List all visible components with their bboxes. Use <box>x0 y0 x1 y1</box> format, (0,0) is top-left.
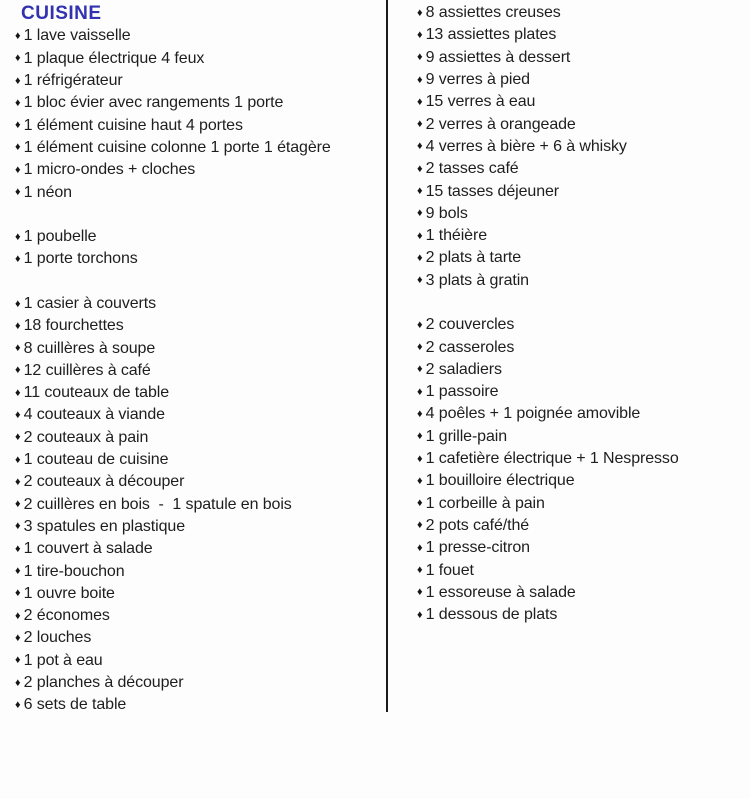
item-text: 8 cuillères à soupe <box>23 339 156 357</box>
list-item <box>15 583 380 605</box>
blank-row <box>15 204 380 226</box>
list-item <box>417 180 747 202</box>
diamond-bullet-icon: ♦ <box>15 698 21 711</box>
diamond-bullet-icon: ♦ <box>417 51 423 64</box>
item-text: 2 pots café/thé <box>425 516 530 534</box>
list-item <box>417 559 747 581</box>
item-text: 2 couvercles <box>425 316 515 334</box>
list-item <box>15 337 380 359</box>
list-item <box>15 114 380 136</box>
item-text: 2 casseroles <box>425 338 515 356</box>
diamond-bullet-icon: ♦ <box>15 163 21 176</box>
diamond-bullet-icon: ♦ <box>417 318 423 331</box>
list-item <box>417 47 747 69</box>
diamond-bullet-icon: ♦ <box>15 297 21 310</box>
left-column <box>15 3 380 717</box>
item-text: 15 verres à eau <box>425 93 536 111</box>
item-text: 2 saladiers <box>425 360 502 378</box>
list-item <box>417 604 747 626</box>
diamond-bullet-icon: ♦ <box>15 319 21 332</box>
item-text: 2 couteaux à découper <box>23 473 185 491</box>
item-text: 15 tasses déjeuner <box>425 182 560 200</box>
item-text: 2 couteaux à pain <box>23 428 149 446</box>
item-text: 1 tire-bouchon <box>23 562 125 580</box>
list-item <box>15 360 380 382</box>
diamond-bullet-icon: ♦ <box>15 52 21 65</box>
list-item <box>15 449 380 471</box>
diamond-bullet-icon: ♦ <box>15 74 21 87</box>
diamond-bullet-icon: ♦ <box>417 73 423 86</box>
item-text: 1 presse-citron <box>425 539 530 557</box>
diamond-bullet-icon: ♦ <box>417 185 423 198</box>
diamond-bullet-icon: ♦ <box>15 29 21 42</box>
item-text: 1 élément cuisine colonne 1 porte 1 étagère <box>23 138 331 156</box>
list-item <box>15 248 380 270</box>
list-item <box>417 203 747 225</box>
diamond-bullet-icon: ♦ <box>417 341 423 354</box>
item-text: 1 passoire <box>425 383 499 401</box>
item-text: 4 couteaux à viande <box>23 406 165 424</box>
item-text: 2 verres à orangeade <box>425 115 576 133</box>
diamond-bullet-icon: ♦ <box>417 140 423 153</box>
list-item <box>15 92 380 114</box>
diamond-bullet-icon: ♦ <box>417 497 423 510</box>
diamond-bullet-icon: ♦ <box>15 342 21 355</box>
item-text: 9 verres à pied <box>425 71 530 89</box>
item-text: 3 spatules en plastique <box>23 517 185 535</box>
list-item <box>417 314 747 336</box>
item-text: 4 poêles + 1 poignée amovible <box>425 405 641 423</box>
diamond-bullet-icon: ♦ <box>417 407 423 420</box>
list-item <box>15 538 380 560</box>
item-text: 1 réfrigérateur <box>23 72 123 90</box>
list-item <box>15 404 380 426</box>
diamond-bullet-icon: ♦ <box>417 28 423 41</box>
item-text: 1 cafetière électrique + 1 Nespresso <box>425 450 679 468</box>
diamond-bullet-icon: ♦ <box>15 542 21 555</box>
list-item <box>15 70 380 92</box>
item-text: 12 cuillères à café <box>23 361 151 379</box>
list-item <box>417 91 747 113</box>
column-divider <box>386 0 388 712</box>
item-text: 2 planches à découper <box>23 674 184 692</box>
diamond-bullet-icon: ♦ <box>15 141 21 154</box>
diamond-bullet-icon: ♦ <box>15 96 21 109</box>
diamond-bullet-icon: ♦ <box>417 541 423 554</box>
list-item <box>15 293 380 315</box>
item-text: 2 plats à tarte <box>425 249 522 267</box>
item-text: 1 élément cuisine haut 4 portes <box>23 116 243 134</box>
list-item <box>15 25 380 47</box>
item-text: 2 louches <box>23 629 92 647</box>
list-item <box>15 471 380 493</box>
diamond-bullet-icon: ♦ <box>15 609 21 622</box>
diamond-bullet-icon: ♦ <box>417 430 423 443</box>
diamond-bullet-icon: ♦ <box>15 431 21 444</box>
list-item <box>417 113 747 135</box>
list-item <box>417 136 747 158</box>
list-item <box>417 448 747 470</box>
diamond-bullet-icon: ♦ <box>15 654 21 667</box>
list-item <box>417 24 747 46</box>
list-item <box>417 2 747 24</box>
list-item <box>417 270 747 292</box>
item-text: 18 fourchettes <box>23 317 124 335</box>
item-text: 1 fouet <box>425 561 474 579</box>
item-text: 4 verres à bière + 6 à whisky <box>425 137 627 155</box>
list-item <box>417 426 747 448</box>
item-text: 1 grille-pain <box>425 427 508 445</box>
item-text: 9 bols <box>425 204 468 222</box>
diamond-bullet-icon: ♦ <box>417 452 423 465</box>
diamond-bullet-icon: ♦ <box>417 95 423 108</box>
title-row <box>15 3 380 25</box>
diamond-bullet-icon: ♦ <box>417 586 423 599</box>
list-item <box>15 650 380 672</box>
diamond-bullet-icon: ♦ <box>417 474 423 487</box>
item-text: 1 bloc évier avec rangements 1 porte <box>23 94 284 112</box>
list-item <box>15 672 380 694</box>
item-text: 1 néon <box>23 183 72 201</box>
diamond-bullet-icon: ♦ <box>15 475 21 488</box>
diamond-bullet-icon: ♦ <box>417 564 423 577</box>
diamond-bullet-icon: ♦ <box>15 587 21 600</box>
item-text: 1 micro-ondes + cloches <box>23 161 196 179</box>
list-item <box>15 627 380 649</box>
diamond-bullet-icon: ♦ <box>15 498 21 511</box>
item-text: 1 porte torchons <box>23 250 138 268</box>
list-item <box>417 582 747 604</box>
list-item <box>15 516 380 538</box>
item-text: 1 pot à eau <box>23 651 103 669</box>
diamond-bullet-icon: ♦ <box>417 6 423 19</box>
diamond-bullet-icon: ♦ <box>15 453 21 466</box>
diamond-bullet-icon: ♦ <box>417 519 423 532</box>
list-item <box>417 359 747 381</box>
list-item <box>15 181 380 203</box>
item-text: 1 poubelle <box>23 228 97 246</box>
item-text: 1 théière <box>425 227 487 245</box>
left-column-rows <box>15 25 380 716</box>
diamond-bullet-icon: ♦ <box>417 608 423 621</box>
diamond-bullet-icon: ♦ <box>15 631 21 644</box>
list-item <box>417 493 747 515</box>
diamond-bullet-icon: ♦ <box>15 520 21 533</box>
list-item <box>15 605 380 627</box>
list-item <box>15 560 380 582</box>
list-item <box>15 494 380 516</box>
diamond-bullet-icon: ♦ <box>417 385 423 398</box>
list-item <box>417 336 747 358</box>
list-item <box>15 226 380 248</box>
list-item <box>417 158 747 180</box>
page-title: CUISINE <box>21 3 102 25</box>
diamond-bullet-icon: ♦ <box>15 565 21 578</box>
diamond-bullet-icon: ♦ <box>417 118 423 131</box>
list-item <box>15 694 380 716</box>
item-text: 1 plaque électrique 4 feux <box>23 49 205 67</box>
blank-row <box>417 292 747 314</box>
diamond-bullet-icon: ♦ <box>15 186 21 199</box>
list-item <box>417 537 747 559</box>
blank-row <box>15 271 380 293</box>
diamond-bullet-icon: ♦ <box>15 364 21 377</box>
list-item <box>15 48 380 70</box>
diamond-bullet-icon: ♦ <box>15 386 21 399</box>
item-text: 1 couvert à salade <box>23 540 153 558</box>
item-text: 13 assiettes plates <box>425 26 557 44</box>
item-text: 9 assiettes à dessert <box>425 48 571 66</box>
list-item <box>417 515 747 537</box>
item-text: 6 sets de table <box>23 696 127 714</box>
item-text: 2 cuillères en bois - 1 spatule en bois <box>23 495 292 513</box>
list-item <box>15 382 380 404</box>
diamond-bullet-icon: ♦ <box>417 207 423 220</box>
diamond-bullet-icon: ♦ <box>417 363 423 376</box>
list-item <box>417 247 747 269</box>
diamond-bullet-icon: ♦ <box>417 274 423 287</box>
item-text: 11 couteaux de table <box>23 384 170 402</box>
item-text: 1 bouilloire électrique <box>425 472 575 490</box>
diamond-bullet-icon: ♦ <box>417 229 423 242</box>
diamond-bullet-icon: ♦ <box>15 119 21 132</box>
list-item <box>15 159 380 181</box>
list-item <box>417 470 747 492</box>
item-text: 1 essoreuse à salade <box>425 583 576 601</box>
list-item <box>417 381 747 403</box>
list-item <box>15 137 380 159</box>
item-text: 1 ouvre boite <box>23 584 115 602</box>
diamond-bullet-icon: ♦ <box>15 230 21 243</box>
diamond-bullet-icon: ♦ <box>417 162 423 175</box>
list-item <box>417 69 747 91</box>
item-text: 1 dessous de plats <box>425 606 558 624</box>
item-text: 3 plats à gratin <box>425 271 529 289</box>
item-text: 1 lave vaisselle <box>23 27 131 45</box>
diamond-bullet-icon: ♦ <box>15 252 21 265</box>
list-item <box>15 315 380 337</box>
right-column-rows <box>417 2 747 626</box>
list-item <box>417 403 747 425</box>
item-text: 1 casier à couverts <box>23 295 157 312</box>
list-item <box>15 427 380 449</box>
diamond-bullet-icon: ♦ <box>417 251 423 264</box>
item-text: 8 assiettes creuses <box>425 4 561 22</box>
diamond-bullet-icon: ♦ <box>15 676 21 689</box>
right-column <box>417 2 747 626</box>
item-text: 1 corbeille à pain <box>425 494 545 512</box>
item-text: 2 tasses café <box>425 160 519 178</box>
item-text: 2 économes <box>23 607 110 625</box>
item-text: 1 couteau de cuisine <box>23 451 169 469</box>
diamond-bullet-icon: ♦ <box>15 408 21 421</box>
list-item <box>417 225 747 247</box>
